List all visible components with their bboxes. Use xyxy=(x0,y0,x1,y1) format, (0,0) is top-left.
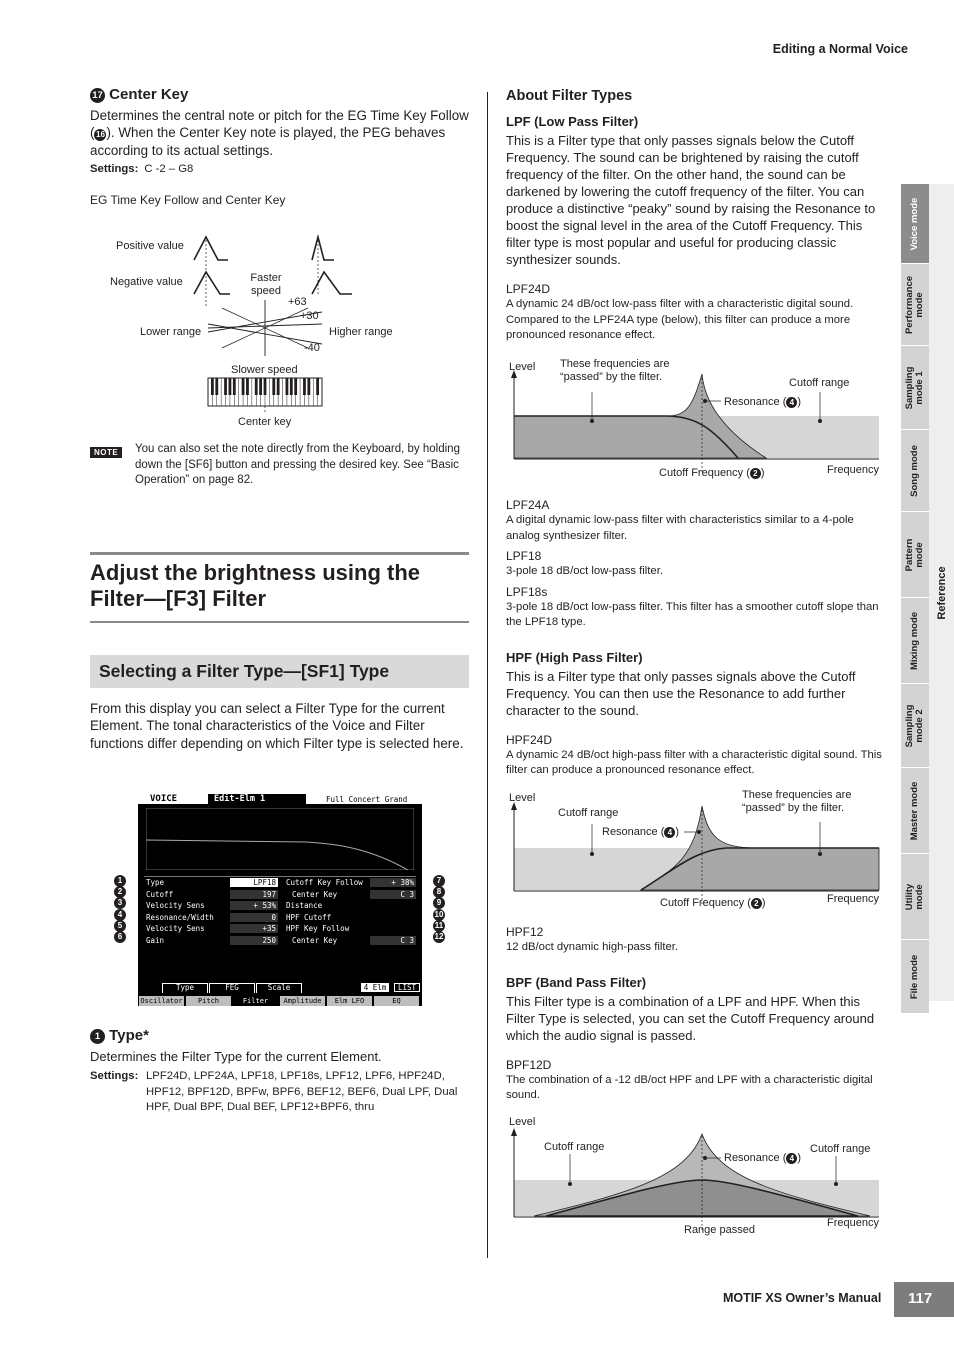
side-tab[interactable]: Utility mode xyxy=(901,854,929,940)
lcd-right-param-label: HPF Key Follow xyxy=(286,924,350,933)
lcd-right-param-label: Distance xyxy=(286,901,323,910)
lcd-callout-left: 5 xyxy=(114,920,126,932)
bpf-resonance-label: Resonance ( 4 ) xyxy=(724,1152,802,1164)
side-tab[interactable]: Sampling mode 2 xyxy=(901,684,929,768)
lpf-level-label: Level xyxy=(509,361,536,373)
type-settings: Settings: LPF24D, LPF24A, LPF18, LPF18s, LPF12, LPF6, HPF24D, HPF12, BPF12D, BPFw, BPF6, BEF12, BEF6, Dual LPF, Dual HPF, Dual BPF, Dual BEF, LPF12+BPF6, thru xyxy=(90,1070,458,1114)
bpf-frequency-label: Frequency xyxy=(827,1217,879,1229)
lpf-frequency-label: Frequency xyxy=(827,464,879,476)
hpf-body: This is a Filter type that only passes signals above the Cutoff Frequency. You can then use the Resonance to add further character to the sound. xyxy=(506,668,856,718)
center-key-body: Determines the central note or pitch for the EG Time Key Follow ( 16 ). When the Center Key note is played, the PEG behaves according to its actual settings. xyxy=(90,108,469,158)
lcd-sub-tab[interactable]: FEG xyxy=(209,983,255,993)
page-number: 117 xyxy=(908,1290,933,1307)
lpf24a-desc: A digital dynamic low-pass filter with characteristics similar to a 4-pole analog synthesizer filter. xyxy=(506,514,854,542)
lpf-resonance-label: Resonance ( 4 ) xyxy=(724,396,802,408)
lcd-right-param-label: Cutoff Key Follow xyxy=(286,878,363,887)
subsection-title: Selecting a Filter Type—[SF1] Type xyxy=(90,655,469,688)
lcd-callout-right: 10 xyxy=(434,909,444,919)
lcd-left-param-label: Resonance/Width xyxy=(146,912,214,922)
lcd-left-param-value[interactable]: +35 xyxy=(230,924,278,933)
section-title: Adjust the brightness using the Filter—[F3] Filter xyxy=(90,560,421,611)
label-positive-value: Positive value xyxy=(116,240,184,252)
diagram-title: EG Time Key Follow and Center Key xyxy=(90,193,286,208)
lcd-callout-right: 11 xyxy=(434,920,444,930)
label-lower-range: Lower range xyxy=(140,326,202,338)
center-key-heading xyxy=(90,86,470,103)
side-tabs xyxy=(901,184,929,1014)
lcd-sub-tab[interactable]: Type xyxy=(162,983,208,993)
lcd-left-param-value[interactable]: 197 xyxy=(230,890,278,899)
hpf-cutoff-frequency-label: Cutoff Frequency ( 2 ) xyxy=(660,897,766,909)
intro-text: From this display you can select a Filter Type for the current Element. The tonal characteristics of the Voice and Filter functions differ depending on which Filter type is selected here. xyxy=(90,701,464,751)
hpf-graph xyxy=(506,788,884,913)
item-number: 1 xyxy=(90,1029,105,1044)
type-title: Type* xyxy=(109,1027,149,1044)
note-icon: NOTE xyxy=(90,447,122,458)
label-plus30: +30 xyxy=(300,310,319,322)
hpf12-name: HPF12 xyxy=(506,925,544,939)
lcd-left-param-label: Velocity Sens xyxy=(146,901,205,910)
lpf24a-name: LPF24A xyxy=(506,498,550,512)
lpf-title: LPF (Low Pass Filter) xyxy=(506,114,639,129)
column-divider xyxy=(487,92,488,1258)
type-item-block xyxy=(90,1027,470,1116)
section-rule-bottom xyxy=(90,621,469,623)
about-title: About Filter Types xyxy=(506,88,633,104)
ref-number: 16 xyxy=(96,130,105,140)
label-plus63: +63 xyxy=(288,296,307,308)
lpf18-desc: 3-pole 18 dB/oct low-pass filter. xyxy=(506,565,663,577)
right-column xyxy=(506,86,884,344)
hpf-passed-label: These frequencies are “passed” by the filter. xyxy=(742,789,852,814)
hpf-frequency-label: Frequency xyxy=(827,893,879,905)
lcd-right-param-value[interactable]: C 3 xyxy=(370,936,416,945)
lcd-right-param-value[interactable]: + 38% xyxy=(370,878,416,887)
type-heading xyxy=(90,1027,470,1044)
label-negative-value: Negative value xyxy=(110,276,183,288)
eg-key-follow-diagram xyxy=(90,228,470,433)
lcd-left-param-label: Velocity Sens xyxy=(146,924,205,933)
bpf-range-passed-label: Range passed xyxy=(684,1224,755,1236)
lcd-callout-left: 4 xyxy=(114,909,126,921)
lcd-screen-name: Edit-Elm 1 xyxy=(214,794,266,804)
lcd-left-param-value[interactable]: + 53% xyxy=(230,901,278,910)
lcd-function-tab[interactable]: Filter xyxy=(233,996,278,1006)
lcd-callout-right: 9 xyxy=(433,897,445,909)
side-tab[interactable]: File mode xyxy=(901,940,929,1014)
bpf-cutoff-range-left-label: Cutoff range xyxy=(544,1141,605,1153)
lcd-right-param-label: Center Key xyxy=(292,889,338,899)
lcd-left-param-label: Cutoff xyxy=(146,889,174,899)
side-tab[interactable]: Voice mode xyxy=(901,184,929,264)
type-body: Determines the Filter Type for the current Element. xyxy=(90,1049,382,1064)
lcd-left-param-value[interactable]: 250 xyxy=(230,936,278,945)
lcd-mode: VOICE xyxy=(150,794,178,804)
lcd-callout-right: 12 xyxy=(434,932,444,941)
hpf-cutoff-range-label: Cutoff range xyxy=(558,807,619,819)
lcd-list-button[interactable]: LIST xyxy=(394,983,420,992)
note-block xyxy=(90,442,470,486)
lcd-right-param-label: Center Key xyxy=(292,935,338,945)
item-number: 17 xyxy=(90,88,105,103)
side-tab[interactable]: Song mode xyxy=(901,430,929,512)
lcd-left-param-label: Gain xyxy=(146,935,165,945)
side-tab[interactable]: Master mode xyxy=(901,768,929,854)
lpf-passed-label: These frequencies are “passed” by the filter. xyxy=(560,358,670,383)
center-key-settings: Settings: C -2 – G8 xyxy=(90,162,194,175)
lpf-graph xyxy=(506,356,884,481)
bpf-level-label: Level xyxy=(509,1116,536,1128)
lcd-voice-name: Full Concert Grand xyxy=(326,795,408,804)
lcd-callout-left: 3 xyxy=(114,897,126,909)
lpf24d-name: LPF24D xyxy=(506,282,551,296)
section-heading-block xyxy=(90,552,469,623)
lcd-function-tab[interactable]: Pitch xyxy=(186,996,231,1006)
lpf-cutoff-frequency-label: Cutoff Frequency ( 2 ) xyxy=(659,467,765,479)
lcd-right-param-value[interactable]: C 3 xyxy=(370,890,416,899)
label-faster-speed: Faster speed xyxy=(250,272,282,297)
reference-band xyxy=(929,184,954,1001)
hpf-resonance-label: Resonance ( 4 ) xyxy=(602,826,680,838)
side-tab[interactable]: Performance mode xyxy=(901,264,929,346)
lpf18s-name: LPF18s xyxy=(506,584,548,599)
lcd-function-tab[interactable]: Oscillator xyxy=(140,997,183,1005)
bpf-title: BPF (Band Pass Filter) xyxy=(506,974,647,990)
hpf-level-label: Level xyxy=(509,792,536,804)
section-rule-top xyxy=(90,552,469,555)
lpf18-name: LPF18 xyxy=(506,549,542,563)
bpf12d-name: BPF12D xyxy=(506,1057,552,1072)
lcd-screen xyxy=(138,794,422,1006)
hpf12-desc: 12 dB/oct dynamic high-pass filter. xyxy=(506,941,679,953)
note-text: You can also set the note directly from the Keyboard, by holding down the [SF6] button and pressing the desired key. See “Basic Operation” on page 82. xyxy=(135,443,460,486)
lcd-callout-left: 2 xyxy=(114,886,126,898)
lcd-left-param-value[interactable]: 0 xyxy=(230,913,278,922)
side-tab[interactable]: Pattern mode xyxy=(901,512,929,598)
label-minus40: -40 xyxy=(304,342,320,354)
page-number-box xyxy=(894,1282,954,1317)
lpf18s-desc: 3-pole 18 dB/oct low-pass filter. This filter has a smoother cutoff slope than the LPF18 type. xyxy=(506,600,879,628)
label-slower-speed: Slower speed xyxy=(231,364,298,376)
lcd-filter-graph xyxy=(146,808,414,870)
lcd-sub-tab[interactable]: Scale xyxy=(256,983,302,993)
bpf12d-desc: The combination of a -12 dB/oct HPF and LPF with a characteristic digital sound. xyxy=(506,1073,873,1101)
side-tab[interactable]: Sampling mode 1 xyxy=(901,346,929,430)
reference-label: Reference xyxy=(935,565,948,620)
hpf-title: HPF (High Pass Filter) xyxy=(506,649,643,665)
lcd-left-param-label: Type xyxy=(146,878,165,887)
center-key-title: Center Key xyxy=(109,86,189,103)
label-center-key: Center key xyxy=(238,416,292,428)
lpf-body: This is a Filter type that only passes signals below the Cutoff Frequency. The sound can be brightened by raising the cutoff frequency of the filter. On the other hand, the sound can be darkened by lowering the cutoff frequency of the filter. You can produce a distinctive “peaky” sound by raising the Resonance to boost the signal level in the area of the Cutoff Frequency. This filter type is most popular and useful for producing classic synthesizer sounds. xyxy=(506,133,876,267)
footer-title: MOTIF XS Owner’s Manual xyxy=(723,1291,882,1305)
lcd-left-param-value[interactable]: LPF18 xyxy=(230,878,278,887)
left-column xyxy=(90,86,470,209)
lpf24d-desc: A dynamic 24 dB/oct low-pass filter with a characteristic digital sound. Compared to the LPF24A type (below), this filter can produce a more pronounced resonance effect. xyxy=(506,298,854,341)
bpf-body: This Filter type is a combination of a LPF and HPF. When this Filter Type is selected, you can set the Cutoff Frequency around which the audio signal is passed. xyxy=(506,993,875,1043)
side-tab[interactable]: Mixing mode xyxy=(901,598,929,684)
lcd-callout-right: 8 xyxy=(433,886,445,898)
lcd-callout-left: 1 xyxy=(114,875,126,887)
lpf-more-types xyxy=(506,498,884,779)
lcd-callout-left: 6 xyxy=(114,931,126,943)
hpf-bpf-types xyxy=(506,925,884,1104)
hpf24d-desc: A dynamic 24 dB/oct high-pass filter with a characteristic digital sound. This filter can produce a pronounced resonance effect. xyxy=(506,748,882,776)
bpf-cutoff-range-right-label: Cutoff range xyxy=(810,1143,871,1155)
label-higher-range: Higher range xyxy=(329,326,393,338)
lcd-function-tab[interactable]: Elm LFO xyxy=(327,996,372,1006)
bpf-graph xyxy=(506,1114,884,1239)
lcd-right-param-label: HPF Cutoff xyxy=(286,912,332,922)
running-header: Editing a Normal Voice xyxy=(772,42,908,56)
lcd-function-tab[interactable]: EQ xyxy=(374,996,419,1006)
lcd-function-tab[interactable]: Amplitude xyxy=(280,996,325,1006)
lcd-callout-right: 7 xyxy=(433,875,445,887)
lcd-element-button[interactable]: 4 Elm xyxy=(361,983,389,992)
hpf24d-name: HPF24D xyxy=(506,732,553,747)
lpf-cutoff-range-label: Cutoff range xyxy=(789,377,850,389)
